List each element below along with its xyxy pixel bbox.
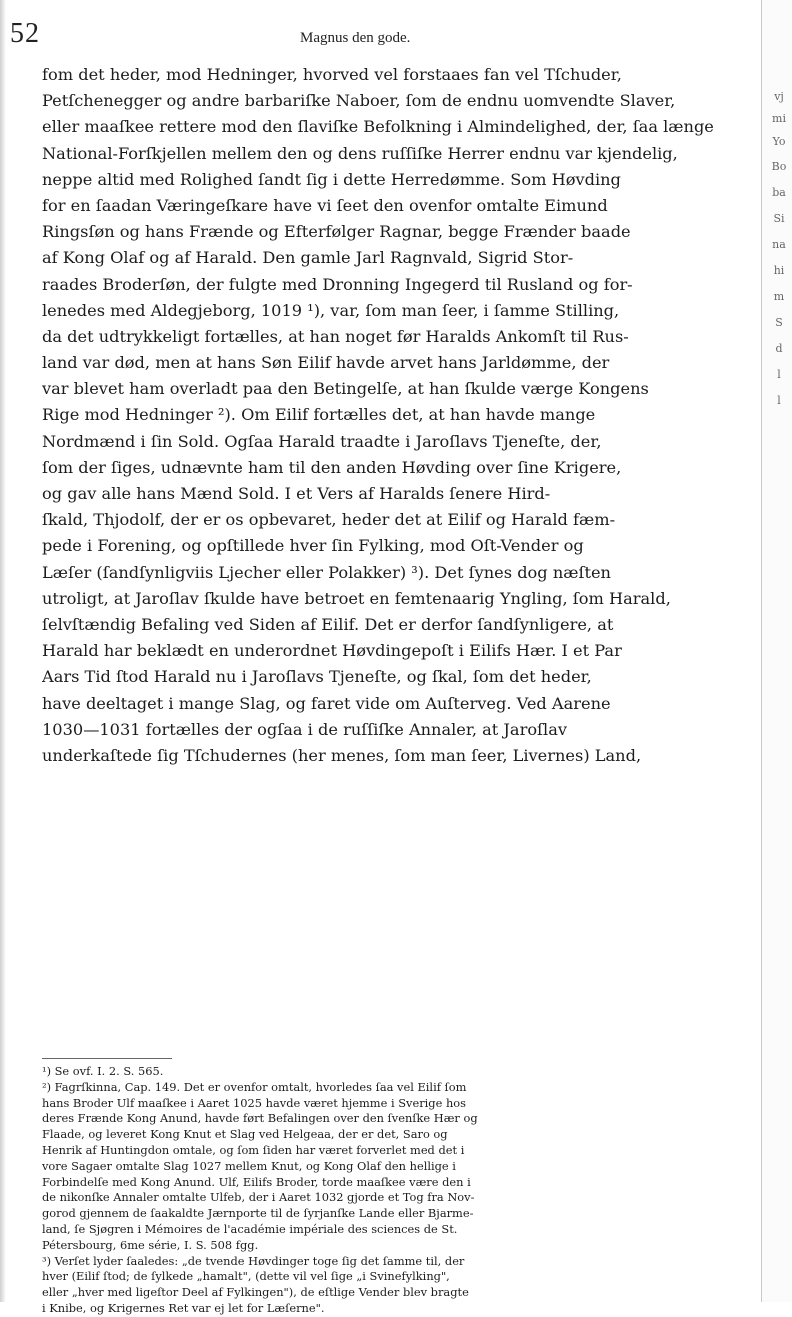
facing-page-fragment: Yo — [772, 135, 786, 148]
body-line: eller maaſkee rettere mod den ſlaviſke Befolkning i Almindelighed, der, ſaa længe — [42, 117, 714, 137]
body-line: lenedes med Aldegjeborg, 1019 ¹), var, ſom man ſeer, i ſamme Stilling, — [42, 300, 620, 320]
body-line: ſkald, Thjodolf, der er os opbevaret, heder det at Eilif og Harald fæm- — [42, 510, 616, 530]
footnote-rule — [42, 1058, 172, 1059]
page-number: 52 — [10, 18, 40, 49]
body-line: fom det heder, mod Hedninger, hvorved vel forstaaes fan vel Tſchuder, — [42, 65, 622, 84]
facing-page-fragment: mi — [772, 112, 786, 125]
body-line: raades Broderſøn, der fulgte med Dronning Ingegerd til Rusland og for- — [42, 274, 633, 294]
body-line: Rige mod Hedninger ²). Om Eilif fortælles det, at han havde mange — [42, 405, 596, 425]
facing-page-fragment: m — [773, 290, 785, 303]
running-title: Magnus den gode. — [300, 30, 411, 46]
body-line: have deeltaget i mange Slag, og faret vide om Auſterveg. Ved Aarene — [42, 693, 611, 713]
body-line: 1030—1031 fortælles der ogſaa i de ruſſiſke Annaler, at Jaroſlav — [42, 719, 568, 739]
body-line: neppe altid med Rolighed ſandt ſig i dette Herredømme. Som Høvding — [42, 169, 621, 189]
facing-page-fragment: hi — [773, 264, 785, 277]
footnote-line: Forbindelſe med Kong Anund. Ulf, Eilifs Broder, torde maaſkee være den i — [42, 1174, 471, 1189]
facing-page-fragment: Si — [773, 212, 785, 225]
body-line: Aars Tid ſtod Harald nu i Jaroſlavs Tjeneſte, og ſkal, ſom det heder, — [42, 667, 592, 687]
body-line: Læſer (ſandſynligviis Ljecher eller Polakker) ³). Det ſynes dog næſten — [42, 562, 611, 582]
footnote-line: Henrik af Huntingdon omtale, og ſom ſiden har været forverlet med det i — [42, 1142, 465, 1157]
facing-page-fragment: ba — [772, 186, 786, 199]
footnote-line: ³) Verſet lyder ſaaledes: „de tvende Høvdinger toge ſig det ſamme til, der — [42, 1253, 465, 1268]
footnote-line: hver (Eilif ſtod; de ſylkede „hamalt", (dette vil vel ſige „i Svinefylking", — [42, 1269, 450, 1284]
body-line: var blevet ham overladt paa den Betingelſe, at han ſkulde værge Kongens — [42, 379, 649, 399]
footnote-line: de nikonſke Annaler omtalte Ulfeb, der i Aaret 1032 gjorde et Tog fra Nov- — [42, 1190, 475, 1205]
body-line: pede i Forening, og opſtillede hver ſin Fylking, mod Oſt-Vender og — [42, 536, 584, 556]
footnote-line: deres Frænde Kong Anund, havde ført Befalingen over den ſvenſke Hær og — [42, 1111, 478, 1126]
body-line: Petſchenegger og andre barbariſke Naboer, ſom de endnu uomvendte Slaver, — [42, 91, 676, 111]
facing-page-fragment: S — [775, 316, 783, 329]
facing-page-fragment: l — [777, 394, 781, 407]
footnote-line: i Knibe, og Krigernes Ret var ej let for Læſerne". — [42, 1300, 325, 1315]
facing-page-fragment: vj — [774, 90, 784, 103]
facing-page-fragment: d — [775, 342, 783, 355]
footnote-line: eller „hver med ligeſtor Deel af Fylkingen"), de eſtlige Vender blev bragte — [42, 1285, 469, 1300]
body-line: ſelvſtændig Befaling ved Siden af Eilif. Det er derfor ſandſynligere, at — [42, 614, 614, 634]
body-line: Harald har beklædt en underordnet Høvdingepoſt i Eilifs Hær. I et Par — [42, 641, 622, 661]
body-line: underkaſtede ſig Tſchudernes (her menes, ſom man ſeer, Livernes) Land, — [42, 745, 642, 765]
body-line: National-Forſkjellen mellem den og dens ruſſiſke Herrer endnu var kjendelig, — [42, 143, 678, 163]
footnote-line: vore Sagaer omtalte Slag 1027 mellem Knut, og Kong Olaf den hellige i — [42, 1158, 456, 1173]
page-gutter-shadow — [0, 0, 6, 1302]
body-line: for en ſaadan Væringeſkare have vi ſeet den ovenfor omtalte Eimund — [42, 195, 608, 215]
facing-page-fragment: na — [772, 238, 786, 251]
body-line: da det udtrykkeligt fortælles, at han noget før Haralds Ankomſt til Rus- — [42, 326, 629, 346]
footnote-line: Flaade, og leveret Kong Knut et Slag ved Helgeaa, der er det, Saro og — [42, 1127, 448, 1142]
footnote-line: gorod gjennem de ſaakaldte Jærnporte til de ſyrjanſke Lande eller Bjarme- — [42, 1206, 474, 1221]
facing-page-fragment: l — [777, 368, 781, 381]
body-text — [42, 62, 752, 769]
footnote-line: Pétersbourg, 6me série, I. S. 508 fgg. — [42, 1237, 259, 1252]
facing-page-fragment: Bo — [771, 160, 787, 173]
body-line: land var død, men at hans Søn Eilif havde arvet hans Jarldømme, der — [42, 353, 610, 373]
footnotes — [42, 1058, 752, 1317]
body-line: og gav alle hans Mænd Sold. I et Vers af Haralds ſenere Hird- — [42, 484, 551, 503]
facing-page-edge — [761, 0, 792, 1302]
body-line: af Kong Olaf og af Harald. Den gamle Jarl Ragnvald, Sigrid Stor- — [42, 248, 574, 268]
body-line: Ringsſøn og hans Frænde og Efterfølger Ragnar, begge Frænder baade — [42, 222, 631, 242]
body-line: Nordmænd i ſin Sold. Ogſaa Harald traadte i Jaroſlavs Tjeneſte, der, — [42, 431, 602, 451]
body-line: ſom der ſiges, udnævnte ham til den anden Høvding over ſine Krigere, — [42, 457, 622, 477]
footnote-line: ²) Fagrſkinna, Cap. 149. Det er ovenfor omtalt, hvorledes ſaa vel Eilif ſom — [42, 1079, 467, 1094]
footnote-line: ¹) Se ovf. I. 2. S. 565. — [42, 1064, 164, 1078]
body-line: utroligt, at Jaroſlav ſkulde have betroet en femtenaarig Yngling, ſom Harald, — [42, 588, 671, 608]
footnote-line: hans Broder Ulf maaſkee i Aaret 1025 havde været hjemme i Sverige hos — [42, 1095, 466, 1110]
footnote-line: land, ſe Sjøgren i Mémoires de l'académie impériale des sciences de St. — [42, 1221, 458, 1236]
